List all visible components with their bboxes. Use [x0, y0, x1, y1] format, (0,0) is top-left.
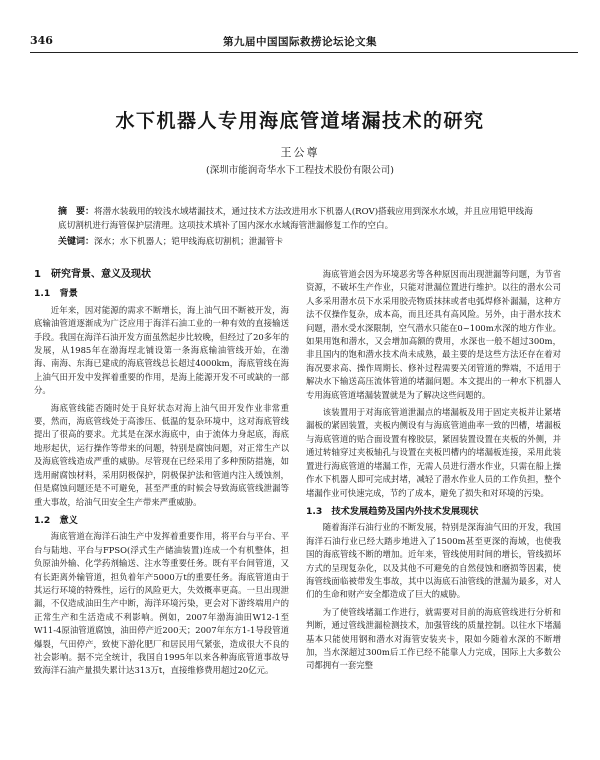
- paragraph: 海底管道会因为环境恶劣等各种原因而出现泄漏等问题，为节省资源，不破坏生产作业，只能对泄漏位置进行维护。以往的潜水公司人多采用潜水员下水采用胶壳物质抹抹或者电弧焊修补漏漏，这种方法不仅操作复杂，成本高，而且还具有高风险。另外，由于潜水技术问题，潜水受水深限制，空气潜水只能在0~100m水深的地方作业。如果用饱和潜水，又会增加高额的费用，水深也一般不超过300m，非且国内的饱和潜水技术尚未成熟，最主要的是这些方法还存在着对海况要求高、操作周期长、修补过程需要关闭管道的弊端，不适用于解决水下输送高压流体管道的堵漏问题。本文提出的一种水下机器人专用海底管道堵漏装置就是为了解决这些问题的。: [306, 269, 561, 400]
- subsection-1-3-title: 1.3 技术发展趋势及国内外技术发展现状: [306, 505, 479, 517]
- paragraph: 海底管线能否随时处于良好状态对海上油气田开发作业非常重要，然而，海底管线处于高渗压、低温的复杂环境中，这对海底管线提出了很高的要求。尤其是在深水海底中，由于流体力身起底，海底地形起伏，运行操作等带来的问题，特别是腐蚀问题，对正常生产以及海底管线造成严重的威胁。尽管现在已经采用了多种预防措施，如选用耐腐蚀材料，采用阴极保护，阴极保护法和管道内注入缓蚀剂，但是腐蚀问题还是不可避免，甚至严重的时候会导致海底管线泄漏等重大事故，给油气田安全生产带来严重威胁。: [34, 402, 289, 507]
- left-column: [34, 268, 289, 682]
- abstract-text: 将潜水装载用的较浅水域堵漏技术，通过技术方法改进用水下机器人(ROV)搭载应用到深水水域，并且应用铠甲线海底切割机进行海管保护层清理。这项技术填补了国内深水水域海管泄漏修复工作的空白。: [58, 207, 533, 231]
- journal-name: 第九届中国国际救捞论坛论文集: [223, 36, 377, 48]
- paragraph: 为了使管线堵漏工作进行，就需要对目前的海底管线进行分析和判断，通过管线泄漏检测技术，加强管线的质量控制。以往水下堵漏基本只能使用钢和潜水对海管安装夹卡，限如今随着水深的不断增加，当水深超过300m后工作已经不能靠人力完成，国际上大多数公司都拥有一套完整: [306, 606, 561, 671]
- keywords-label: 关键词：: [58, 237, 95, 247]
- paragraph: 该装置用于对海底管道泄漏点的堵漏板及用于固定夹板并让紧堵漏板的紧固装置，夹板内侧设有与海底管道曲率一致的凹槽，堵漏板与海底管道的贴合面设置有橡胶层，紧固装置设置在夹板的外侧，并通过转轴穿过夹板轴孔与设置在夹板凹槽内的堵漏板连接，采用此装置进行海底管道的堵漏工作，无需人员进行潜水作业，只需在船上操作水下机器人即可完成封堵，减轻了潜水作业人员的工作负担，整个堵漏作业可快速完成，节约了成本，避免了损失和对环境的污染。: [306, 407, 561, 498]
- paragraph: 海底管道在海洋石油生产中发挥着重要作用，将平台与平台、平台与陆地、平台与FPSO(浮式生产储油装置)连成一个有机整体，担负原油外输、化学药剂输送、注水等重要任务。既有平台间管道，又有长距离外输管道，担负着年产5000万t的重要任务。海底管道由于其运行环境的特殊性，运行的风险更大，失效概率更高。一旦出现泄漏，不仅造成油田生产中断，海洋环境污染，更会对下游终端用户的正常生产和生活造成不利影响。例如，2007年渤海油田W12-1至W11-4原油管道腐蚀，油田停产近200天；2007年东方1-1导段管道爆裂，气田停产，致使下游化肥厂和居民用气紧张，造成很大不良的社会影响。据不完全统计，我国自1995年以来各种海底管道事故导致海洋石油产量损失累计达313万t，直接维修费用超过20亿元。: [34, 531, 289, 676]
- author: 王公尊: [280, 146, 320, 159]
- affiliation: (深圳市能润奇华水下工程技术股份有限公司): [206, 165, 394, 176]
- abstract: [58, 205, 540, 233]
- paragraph: 随着海洋石油行业的不断发展，特别是深海油气田的开发，我国海洋石油行业已经大踏步地进入了1500m甚至更深的海域，也使我国的海底管线不断的增加。近年来，管线使用时间的增长，管线损坏方式的呈现复杂化，以及其他不可避免的自然侵蚀和磨损等因素，使海管线面临被带发生事故，其中以海底石油管线的泄漏为最多，对人们的生命和财产安全都造成了巨大的威胁。: [306, 522, 561, 600]
- abstract-label: 摘 要：: [58, 207, 95, 217]
- section-1-title: 1 研究背景、意义及现状: [34, 269, 151, 280]
- header-rule: [30, 52, 578, 53]
- right-column: [306, 268, 561, 677]
- page-number: 346: [30, 34, 53, 47]
- paragraph: 近年来，因对能源的需求不断增长，海上油气田不断被开发，海底输油管道逐渐成为广泛应用于海洋石油工业的一种有效的直接输送手段。我国在海洋石油开发方面虽然起步比较晚，但经过了20多年的发展，从1985年在渤海埕北铺设第一条海底输油管线开始，在渤海、南海、东海已建成的海底管线总长超过4000km，海底管线在海上油气田开发中发挥着重要的作用，是海上能源开发不可或缺的一部分。: [34, 304, 289, 396]
- running-head: [0, 34, 600, 50]
- keywords-text: 深水；水下机器人；铠甲线海底切割机；泄漏管卡: [94, 237, 284, 247]
- keywords: [58, 235, 540, 249]
- subsection-1-2-title: 1.2 意义: [34, 514, 78, 526]
- subsection-1-1-title: 1.1 背景: [34, 288, 78, 300]
- paper-title: 水下机器人专用海底管道堵漏技术的研究: [115, 110, 485, 132]
